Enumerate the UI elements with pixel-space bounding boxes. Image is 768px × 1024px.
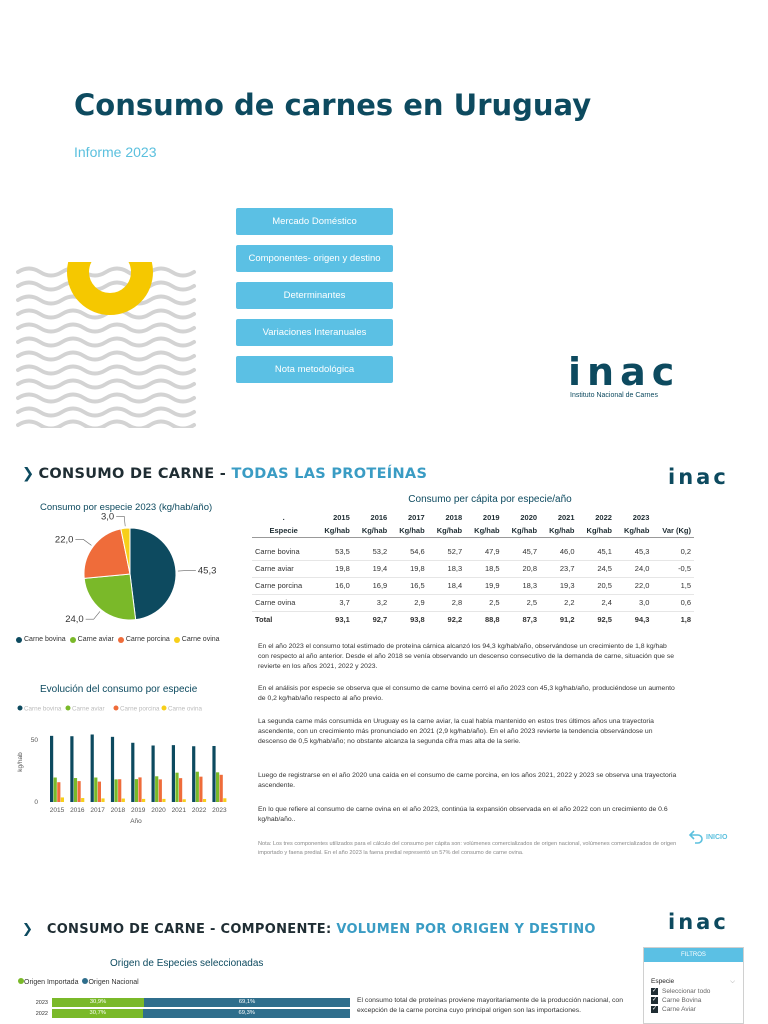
- inac-logo-small-2: inac: [668, 910, 729, 934]
- bar: [98, 782, 101, 802]
- bar: [111, 737, 114, 802]
- var-header: Var (Kg): [652, 524, 694, 538]
- pie-slice-1: [130, 528, 176, 620]
- bar: [223, 798, 226, 802]
- bar: [192, 746, 195, 802]
- year-header: 2023: [632, 513, 650, 522]
- legend-dot: [162, 706, 167, 711]
- year-header: 2019: [482, 513, 500, 522]
- origin-legend-item: Origen Importada: [18, 978, 78, 986]
- nav-button-4[interactable]: Variaciones Interanuales: [236, 319, 393, 346]
- decorative-waves: [16, 262, 200, 428]
- y-tick: 0: [34, 799, 38, 806]
- filters-panel: [643, 947, 744, 1024]
- x-tick: 2023: [212, 807, 227, 814]
- bar: [54, 778, 57, 802]
- section3-header-accent: VOLUMEN POR ORIGEN Y DESTINO: [336, 922, 596, 937]
- back-arrow-icon: [688, 830, 704, 844]
- x-tick: 2020: [151, 807, 166, 814]
- year-header: 2022: [595, 513, 612, 522]
- chevron-down-icon: ⌵: [730, 978, 735, 985]
- bar: [50, 736, 53, 802]
- legend-dot: [18, 706, 23, 711]
- x-axis-label: Año: [130, 818, 142, 825]
- inac-logo: [568, 352, 680, 399]
- origin-row: 2023 30,9% 69,1%: [18, 998, 350, 1007]
- bar: [118, 779, 121, 802]
- unit-header: Kg/hab: [353, 524, 390, 538]
- bar-legend-label: Carne aviar: [72, 705, 105, 713]
- x-tick: 2016: [70, 807, 85, 814]
- bar: [70, 736, 73, 802]
- filter-especie-dropdown[interactable]: [644, 962, 743, 986]
- unit-header: Kg/hab: [503, 524, 540, 538]
- table-row: Total 93,1 92,7 93,8 92,2 88,8 87,3 91,2 92,5 94,3 1,8: [252, 611, 694, 628]
- pie-label: 45,3: [197, 565, 217, 577]
- checkbox-checked-icon: ✓: [651, 997, 658, 1003]
- inicio-button[interactable]: [688, 830, 727, 844]
- year-header: 2015: [333, 513, 350, 522]
- bar: [91, 734, 94, 802]
- filter-option[interactable]: ✓ Carne Aviar: [651, 1006, 696, 1013]
- year-header: 2021: [557, 513, 575, 522]
- bar: [122, 799, 125, 802]
- table-row: Carne porcina 16,0 16,9 16,5 18,4 19,9 18,3 19,3 20,5 22,0 1,5: [252, 577, 694, 594]
- y-tick: 50: [30, 737, 38, 745]
- bar: [172, 745, 175, 802]
- logo-word: inac: [568, 350, 681, 394]
- x-tick: 2022: [191, 807, 207, 814]
- legend-dot: [66, 706, 71, 711]
- cover-title: Consumo de carnes en Uruguay: [74, 88, 592, 122]
- pie-leader-line: [178, 570, 196, 571]
- bar-chart: [14, 702, 234, 832]
- year-header: 2018: [445, 513, 463, 522]
- year-header: 2016: [370, 513, 388, 522]
- consumption-table: [252, 511, 694, 628]
- section-header-componente: [22, 922, 596, 937]
- origin-legend: [18, 978, 139, 986]
- legend-item: Carne porcina: [118, 636, 170, 643]
- pie-leader-line: [75, 539, 91, 545]
- filter-option[interactable]: ✓ Carne Bovina: [651, 997, 702, 1004]
- section-header-dark: CONSUMO DE CARNE -: [38, 466, 232, 482]
- x-tick: 2021: [171, 807, 187, 814]
- cover-subtitle: Informe 2023: [74, 144, 157, 160]
- y-axis-label: kg/hab: [17, 752, 24, 772]
- unit-header: Kg/hab: [390, 524, 427, 538]
- table-title: Consumo per cápita por especie/año: [408, 494, 572, 505]
- bar: [199, 777, 202, 802]
- legend-dot: [114, 706, 119, 711]
- section3-header-dark: CONSUMO DE CARNE - COMPONENTE:: [46, 922, 337, 937]
- bar-chart-title: Evolución del consumo por especie: [40, 684, 198, 695]
- bar: [155, 776, 158, 802]
- bar: [159, 779, 162, 802]
- bar: [115, 779, 118, 802]
- bar: [216, 772, 219, 802]
- filters-header: FILTROS: [644, 948, 743, 962]
- bar: [142, 799, 145, 802]
- legend-item: Carne aviar: [70, 636, 114, 643]
- bar: [138, 777, 141, 802]
- logo-tagline: Instituto Nacional de Carnes: [570, 392, 658, 399]
- unit-header: Kg/hab: [578, 524, 615, 538]
- bar-legend-label: Carne porcina: [120, 705, 160, 713]
- pie-slice-2: [84, 574, 135, 620]
- bar: [131, 743, 134, 802]
- bar: [152, 745, 155, 802]
- chevron-right-icon: ❯: [22, 922, 34, 937]
- unit-header: Kg/hab: [465, 524, 502, 538]
- bar: [162, 799, 165, 802]
- filter-option[interactable]: ✓ Seleccionar todo: [651, 988, 711, 995]
- nav-button-2[interactable]: Componentes- origen y destino: [236, 245, 393, 272]
- x-tick: 2015: [49, 807, 65, 814]
- legend-item: Carne bovina: [16, 636, 66, 643]
- pie-label: 3,0: [100, 512, 115, 523]
- bar: [196, 772, 199, 802]
- section-header-accent: TODAS LAS PROTEÍNAS: [231, 466, 428, 482]
- analysis-paragraph: En el análisis por especie se observa que el consumo de carne bovina cerró el año 2023 con 45,3 kg/hab/año, produciéndose un aumento de 0,2 kg/hab/año respecto al año previo.: [258, 685, 675, 702]
- pie-label: 22,0: [54, 534, 74, 546]
- section3-text: El consumo total de proteínas proviene mayoritariamente de la producción nacional, con excepción de la carne porcina cuyo principal origen son las importaciones.: [357, 997, 623, 1014]
- analysis-paragraph: La segunda carne más consumida en Uruguay es la carne aviar, la cual había mantenido en estos tres últimos años una trayectoria ascendente, con un crecimiento más pronunciado en 2021 (2,9 kg/hab/año). En el año 2023 revierte la tendencia observándose un descenso de 0,5 kg/hab/año; no obstante alcanza la segunda cifra mas alta de la serie.: [258, 718, 654, 745]
- pie-title: Consumo por especie 2023 (kg/hab/año): [40, 502, 213, 513]
- x-tick: 2017: [90, 807, 105, 814]
- bar: [61, 797, 64, 802]
- filter-label: Especie: [651, 978, 675, 985]
- bar: [135, 779, 138, 802]
- bar-legend-label: Carne ovina: [168, 705, 202, 713]
- nav-button-3[interactable]: Determinantes: [236, 282, 393, 309]
- pie-chart: [30, 512, 230, 627]
- analysis-paragraph: En el año 2023 el consumo total estimado de proteína cárnica alcanzó los 94,3 kg/hab/año, observándose un crecimiento de 1,8 kg/hab con respecto al año anterior. Desde el año 2018 se venía observando un descenso consecutivo de la demanda de carne, situación que se revierte en los años 2021, 2022 y 2023.: [258, 643, 675, 670]
- origin-title: Origen de Especies seleccionadas: [110, 958, 264, 969]
- section-header-proteinas: [22, 466, 427, 482]
- inicio-label: INICIO: [706, 833, 728, 841]
- analysis-paragraph: Luego de registrarse en el año 2020 una caída en el consumo de carne porcina, en los años 2021, 2022 y 2023 se observa una trayectoria ascendente.: [258, 772, 677, 789]
- checkbox-checked-icon: ✓: [651, 1006, 658, 1012]
- pie-leader-line: [116, 516, 125, 526]
- bar: [81, 798, 84, 802]
- bar: [175, 773, 178, 802]
- bar: [220, 775, 223, 802]
- unit-header: Kg/hab: [615, 524, 652, 538]
- bar: [78, 781, 81, 802]
- unit-header: Kg/hab: [428, 524, 465, 538]
- bar: [183, 799, 186, 802]
- bar: [203, 799, 206, 802]
- nav-button-5[interactable]: Nota metodológica: [236, 356, 393, 383]
- bar-legend-label: Carne bovina: [24, 705, 62, 713]
- origin-row: 2022 30,7% 69,3%: [18, 1009, 350, 1018]
- table-dot: .: [282, 513, 285, 522]
- year-header: 2017: [408, 513, 425, 522]
- unit-header: Kg/hab: [315, 524, 352, 538]
- origin-legend-item: Origen Nacional: [82, 978, 138, 986]
- pie-legend: [16, 636, 220, 643]
- x-tick: 2018: [110, 807, 126, 814]
- table-row: Carne bovina 53,5 53,2 54,6 52,7 47,9 45,7 46,0 45,1 45,3 0,2: [252, 544, 694, 561]
- species-header: Especie: [252, 524, 315, 538]
- unit-header: Kg/hab: [540, 524, 577, 538]
- legend-item: Carne ovina: [174, 636, 220, 643]
- pie-leader-line: [86, 611, 100, 619]
- pie-label: 24,0: [65, 614, 84, 626]
- checkbox-checked-icon: ✓: [651, 988, 658, 994]
- bar: [57, 782, 60, 802]
- table-row: Carne ovina 3,7 3,2 2,9 2,8 2,5 2,5 2,2 2,4 3,0 0,6: [252, 594, 694, 611]
- bar: [179, 778, 182, 802]
- bar: [74, 778, 77, 802]
- analysis-paragraph: En lo que refiere al consumo de carne ovina en el año 2023, continúa la expansión observada en el año 2022 con un crecimiento de 0.6 kg/hab/año..: [258, 806, 668, 823]
- nav-button-1[interactable]: Mercado Doméstico: [236, 208, 393, 235]
- year-header: 2020: [520, 513, 538, 522]
- method-note: Nota: Los tres componentes utilizados para el cálculo del consumo per cápita son: volúmenes comercializados de origen nacional, volúmenes comercializados de origen importado y faena predial. En el año 2023 la faena predial representó un 57% del consumo de carne ovina.: [258, 841, 677, 856]
- bar: [101, 798, 104, 802]
- bar: [212, 746, 215, 802]
- table-row: Carne aviar 19,8 19,4 19,8 18,3 18,5 20,8 23,7 24,5 24,0 -0,5: [252, 560, 694, 577]
- chevron-right-icon: ❯: [22, 466, 35, 482]
- inac-logo-small: inac: [668, 465, 729, 489]
- bar: [94, 778, 97, 802]
- x-tick: 2019: [130, 807, 146, 814]
